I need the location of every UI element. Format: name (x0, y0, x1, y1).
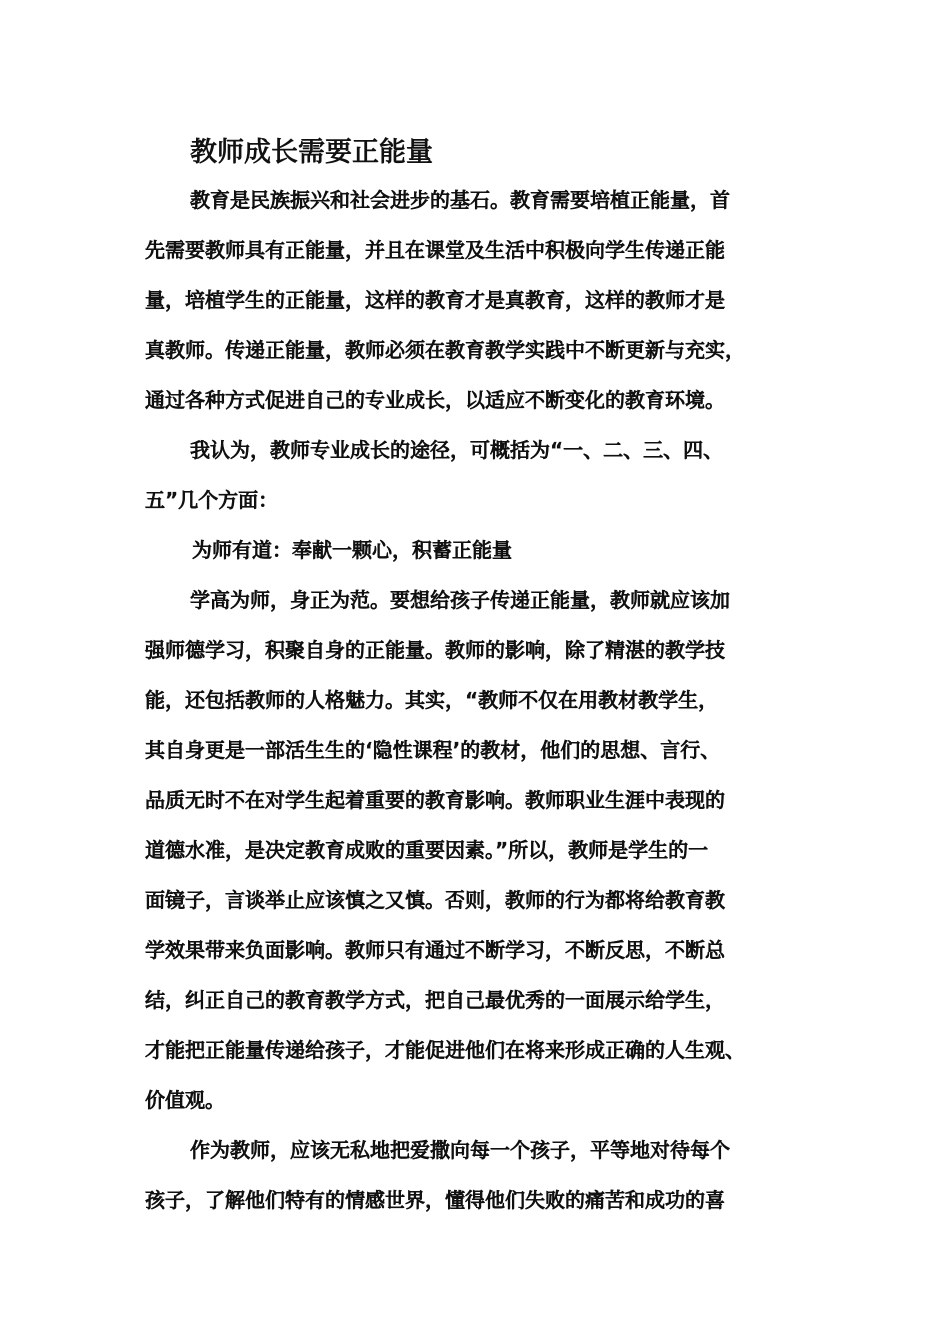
paragraph-line: 学效果带来负面影响。教师只有通过不断学习，不断反思，不断总 (145, 938, 725, 962)
paragraph-line: 强师德学习，积聚自身的正能量。教师的影响，除了精湛的教学技 (145, 638, 725, 662)
paragraph-line: 价值观。 (145, 1088, 225, 1112)
paragraph-line: 品质无时不在对学生起着重要的教育影响。教师职业生涯中表现的 (145, 788, 725, 812)
paragraph-line: 真教师。传递正能量，教师必须在教育教学实践中不断更新与充实， (145, 338, 745, 362)
paragraph-line: 五”几个方面： (145, 488, 279, 512)
paragraph-line: 先需要教师具有正能量，并且在课堂及生活中积极向学生传递正能 (145, 238, 725, 262)
paragraph-line: 道德水准，是决定教育成败的重要因素。”所以，教师是学生的一 (145, 838, 709, 862)
paragraph-line: 孩子，了解他们特有的情感世界，懂得他们失败的痛苦和成功的喜 (145, 1188, 725, 1212)
paragraph-line: 学高为师，身正为范。要想给孩子传递正能量，教师就应该加 (190, 588, 730, 612)
paragraph-line: 量，培植学生的正能量，这样的教育才是真教育，这样的教师才是 (145, 288, 725, 312)
paragraph-line: 才能把正能量传递给孩子，才能促进他们在将来形成正确的人生观、 (145, 1038, 745, 1062)
paragraph-line: 其自身更是一部活生生的‘隐性课程’的教材，他们的思想、言行、 (145, 738, 721, 762)
paragraph-line: 通过各种方式促进自己的专业成长，以适应不断变化的教育环境。 (145, 388, 725, 412)
paragraph-line: 我认为，教师专业成长的途径，可概括为“一、二、三、四、 (190, 438, 724, 462)
paragraph-line: 教育是民族振兴和社会进步的基石。教育需要培植正能量，首 (190, 188, 730, 212)
section-heading: 为师有道：奉献一颗心，积蓄正能量 (192, 538, 512, 562)
document-title: 教师成长需要正能量 (190, 137, 433, 168)
paragraph-line: 面镜子，言谈举止应该慎之又慎。否则，教师的行为都将给教育教 (145, 888, 725, 912)
paragraph-line: 能，还包括教师的人格魅力。其实，“教师不仅在用教材教学生， (145, 688, 719, 712)
paragraph-line: 结，纠正自己的教育教学方式，把自己最优秀的一面展示给学生， (145, 988, 725, 1012)
paragraph-line: 作为教师，应该无私地把爱撒向每一个孩子，平等地对待每个 (190, 1138, 730, 1162)
